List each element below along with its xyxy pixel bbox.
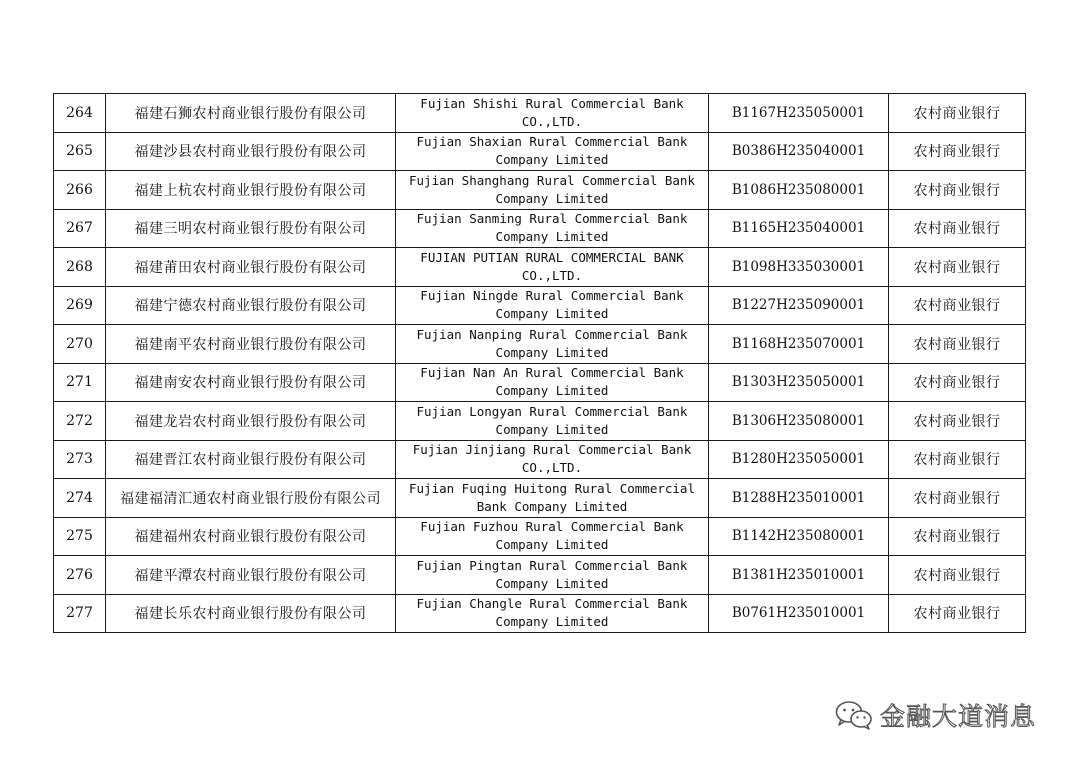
bank-name-chinese: 福建晋江农村商业银行股份有限公司 — [106, 440, 396, 479]
institution-code: B1167H235050001 — [709, 94, 889, 133]
bank-name-chinese: 福建福州农村商业银行股份有限公司 — [106, 517, 396, 556]
bank-name-english-line: Company Limited — [495, 383, 609, 399]
bank-name-chinese: 福建三明农村商业银行股份有限公司 — [106, 209, 396, 248]
bank-name-english — [396, 402, 709, 441]
institution-type: 农村商业银行 — [889, 363, 1026, 402]
bank-name-english-line: Fujian Nan An Rural Commercial Bank — [420, 365, 684, 381]
institution-code: B1227H235090001 — [709, 286, 889, 325]
bank-name-english-line: Fujian Jinjiang Rural Commercial Bank — [412, 442, 692, 458]
bank-name-english — [396, 325, 709, 364]
bank-name-chinese: 福建平潭农村商业银行股份有限公司 — [106, 556, 396, 595]
bank-name-chinese: 福建石狮农村商业银行股份有限公司 — [106, 94, 396, 133]
bank-name-chinese: 福建宁德农村商业银行股份有限公司 — [106, 286, 396, 325]
institution-code: B1098H335030001 — [709, 248, 889, 287]
bank-list-body — [54, 94, 1026, 633]
table-row — [54, 286, 1026, 325]
row-number: 272 — [54, 402, 106, 441]
bank-name-chinese: 福建南平农村商业银行股份有限公司 — [106, 325, 396, 364]
bank-name-english — [396, 248, 709, 287]
bank-name-english-line: Fujian Fuzhou Rural Commercial Bank — [420, 519, 684, 535]
bank-name-english-line: Company Limited — [495, 614, 609, 630]
institution-code: B1303H235050001 — [709, 363, 889, 402]
row-number: 277 — [54, 594, 106, 633]
table-row — [54, 325, 1026, 364]
table-row — [54, 594, 1026, 633]
bank-name-english — [396, 556, 709, 595]
wechat-icon — [834, 700, 874, 730]
institution-code: B0761H235010001 — [709, 594, 889, 633]
bank-name-english — [396, 209, 709, 248]
bank-name-english-line: Fujian Ningde Rural Commercial Bank — [420, 288, 684, 304]
institution-type: 农村商业银行 — [889, 556, 1026, 595]
institution-type: 农村商业银行 — [889, 594, 1026, 633]
row-number: 264 — [54, 94, 106, 133]
table-row — [54, 171, 1026, 210]
institution-type: 农村商业银行 — [889, 171, 1026, 210]
bank-name-english — [396, 440, 709, 479]
row-number: 271 — [54, 363, 106, 402]
row-number: 265 — [54, 132, 106, 171]
table-row — [54, 556, 1026, 595]
bank-name-english — [396, 479, 709, 518]
bank-name-english-line: Fujian Pingtan Rural Commercial Bank — [416, 557, 688, 573]
row-number: 267 — [54, 209, 106, 248]
institution-code: B1288H235010001 — [709, 479, 889, 518]
bank-list-table — [53, 93, 1026, 633]
institution-code: B1086H235080001 — [709, 171, 889, 210]
institution-type: 农村商业银行 — [889, 248, 1026, 287]
row-number: 276 — [54, 556, 106, 595]
bank-name-english — [396, 363, 709, 402]
bank-name-english-line: Bank Company Limited — [476, 498, 628, 514]
table-row — [54, 517, 1026, 556]
institution-code: B1168H235070001 — [709, 325, 889, 364]
table-row — [54, 479, 1026, 518]
bank-name-chinese: 福建龙岩农村商业银行股份有限公司 — [106, 402, 396, 441]
bank-name-english-line: Company Limited — [495, 306, 609, 322]
bank-name-english — [396, 132, 709, 171]
row-number: 269 — [54, 286, 106, 325]
table-row — [54, 248, 1026, 287]
bank-name-chinese: 福建福清汇通农村商业银行股份有限公司 — [106, 479, 396, 518]
watermark-text: 金融大道消息 — [880, 702, 1037, 731]
bank-name-english-line: Fujian Sanming Rural Commercial Bank — [416, 211, 688, 227]
institution-type: 农村商业银行 — [889, 440, 1026, 479]
institution-code: B1280H235050001 — [709, 440, 889, 479]
institution-type: 农村商业银行 — [889, 286, 1026, 325]
bank-name-chinese: 福建沙县农村商业银行股份有限公司 — [106, 132, 396, 171]
bank-name-english-line: Company Limited — [495, 344, 609, 360]
watermark — [834, 698, 1036, 732]
bank-name-english — [396, 594, 709, 633]
bank-name-chinese: 福建长乐农村商业银行股份有限公司 — [106, 594, 396, 633]
bank-name-english — [396, 94, 709, 133]
table-row — [54, 209, 1026, 248]
bank-name-english-line: Fujian Longyan Rural Commercial Bank — [416, 403, 688, 419]
bank-name-english-line: Company Limited — [495, 537, 609, 553]
institution-type: 农村商业银行 — [889, 209, 1026, 248]
bank-name-english-line: FUJIAN PUTIAN RURAL COMMERCIAL BANK — [420, 249, 684, 265]
bank-name-english-line: Fujian Nanping Rural Commercial Bank — [416, 326, 688, 342]
institution-code: B1306H235080001 — [709, 402, 889, 441]
bank-name-english-line: Company Limited — [495, 152, 609, 168]
row-number: 274 — [54, 479, 106, 518]
bank-name-english-line: Company Limited — [495, 190, 609, 206]
bank-name-english-line: CO.,LTD. — [521, 113, 583, 129]
bank-name-english-line: CO.,LTD. — [521, 267, 583, 283]
bank-name-english-line: Company Limited — [495, 575, 609, 591]
table-row — [54, 440, 1026, 479]
table-row — [54, 402, 1026, 441]
institution-code: B1165H235040001 — [709, 209, 889, 248]
bank-name-english-line: CO.,LTD. — [521, 460, 583, 476]
bank-name-english — [396, 171, 709, 210]
institution-code: B0386H235040001 — [709, 132, 889, 171]
row-number: 266 — [54, 171, 106, 210]
institution-code: B1381H235010001 — [709, 556, 889, 595]
row-number: 275 — [54, 517, 106, 556]
institution-type: 农村商业银行 — [889, 402, 1026, 441]
institution-type: 农村商业银行 — [889, 479, 1026, 518]
institution-code: B1142H235080001 — [709, 517, 889, 556]
bank-name-english — [396, 286, 709, 325]
table-row — [54, 132, 1026, 171]
bank-name-english-line: Fujian Shaxian Rural Commercial Bank — [416, 134, 688, 150]
institution-type: 农村商业银行 — [889, 517, 1026, 556]
bank-name-english-line: Company Limited — [495, 229, 609, 245]
bank-name-english-line: Fujian Shanghang Rural Commercial Bank — [409, 172, 695, 188]
row-number: 268 — [54, 248, 106, 287]
table-row — [54, 363, 1026, 402]
institution-type: 农村商业银行 — [889, 325, 1026, 364]
bank-name-english-line: Fujian Fuqing Huitong Rural Commercial — [409, 480, 695, 496]
row-number: 270 — [54, 325, 106, 364]
bank-name-chinese: 福建上杭农村商业银行股份有限公司 — [106, 171, 396, 210]
bank-name-english-line: Fujian Shishi Rural Commercial Bank — [420, 95, 684, 111]
institution-type: 农村商业银行 — [889, 132, 1026, 171]
bank-name-english-line: Company Limited — [495, 421, 609, 437]
bank-name-english — [396, 517, 709, 556]
bank-name-chinese: 福建南安农村商业银行股份有限公司 — [106, 363, 396, 402]
bank-name-english-line: Fujian Changle Rural Commercial Bank — [416, 596, 688, 612]
bank-name-chinese: 福建莆田农村商业银行股份有限公司 — [106, 248, 396, 287]
row-number: 273 — [54, 440, 106, 479]
institution-type: 农村商业银行 — [889, 94, 1026, 133]
table-row — [54, 94, 1026, 133]
